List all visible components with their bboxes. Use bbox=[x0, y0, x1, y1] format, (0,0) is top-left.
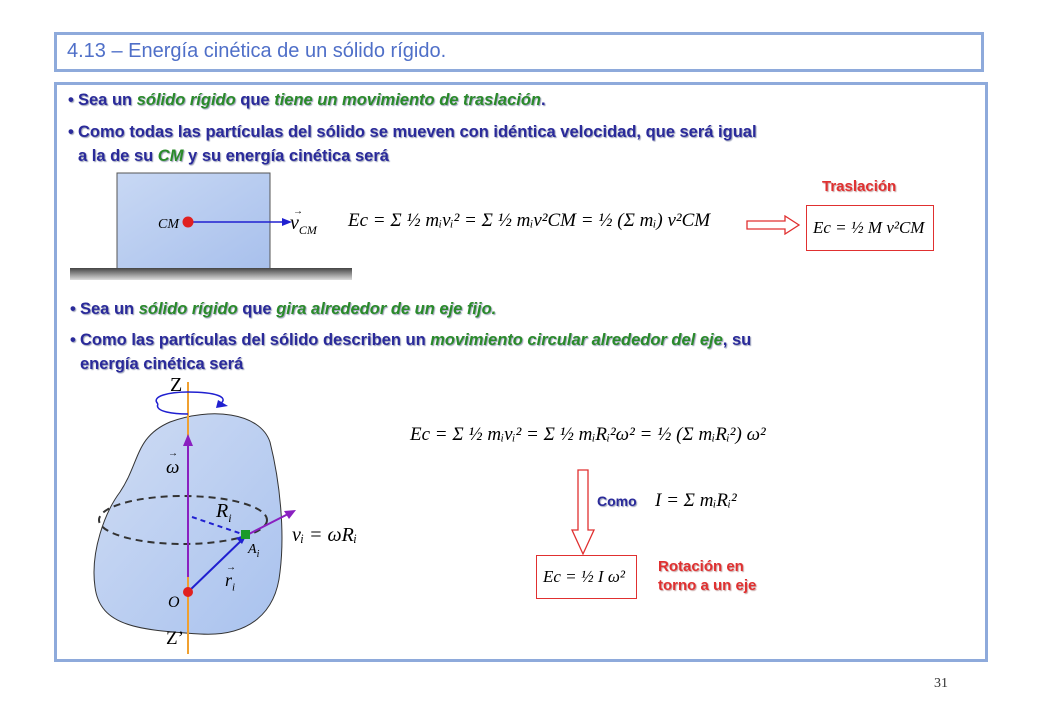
rotation-direction-arrow bbox=[156, 392, 223, 404]
slide-title-box bbox=[54, 32, 984, 72]
origin-label: O bbox=[168, 594, 180, 611]
omega-arrow-icon: → bbox=[168, 448, 178, 459]
implies-arrow-icon bbox=[745, 215, 801, 235]
bullet-rotation-1: • Sea un sólido rígido que gira alrededor de un eje fijo. bbox=[70, 300, 497, 318]
rotation-equation: Ec = Σ ½ mᵢvᵢ² = Σ ½ mᵢRᵢ²ω² = ½ (Σ mᵢRᵢ²) ω² bbox=[410, 424, 766, 445]
slide-title: 4.13 – Energía cinética de un sólido rígido. bbox=[67, 40, 447, 62]
translation-equation: Ec = Σ ½ mᵢvᵢ² = Σ ½ mᵢv²CM = ½ (Σ mᵢ) v²CM bbox=[348, 210, 711, 231]
translation-label: Traslación bbox=[822, 178, 897, 195]
rotation-result-box bbox=[536, 555, 637, 599]
cm-point bbox=[183, 217, 194, 228]
bullet-translation-1: • Sea un sólido rígido que tiene un movimiento de traslación. bbox=[68, 91, 546, 109]
origin-point bbox=[183, 587, 193, 597]
position-arrow-icon: → bbox=[226, 562, 236, 573]
rotation-label-line2: torno a un eje bbox=[658, 577, 757, 594]
page-number: 31 bbox=[934, 676, 948, 691]
omega-label: ω bbox=[166, 457, 180, 478]
down-arrow-icon bbox=[570, 468, 596, 556]
bullet-translation-2-cont: a la de su CM y su energía cinética será bbox=[78, 147, 389, 165]
translation-result-box bbox=[806, 205, 934, 251]
cm-label: CM bbox=[158, 217, 179, 232]
rotation-result-equation: Ec = ½ I ω² bbox=[543, 567, 625, 586]
axis-label-z-prime: Z’ bbox=[166, 628, 184, 649]
rigid-block bbox=[117, 173, 270, 269]
vector-arrow-icon: → bbox=[293, 206, 303, 217]
bullet-rotation-2-cont: energía cinética será bbox=[80, 355, 244, 373]
translation-result-equation: Ec = ½ M v²CM bbox=[813, 218, 925, 237]
bullet-translation-2: • Como todas las partículas del sólido se mueven con idéntica velocidad, que será igual bbox=[68, 123, 757, 141]
axis-label-z: Z bbox=[170, 374, 183, 396]
velocity-equation: vᵢ = ωRᵢ bbox=[292, 524, 358, 546]
v-cm-label: $v_{CM}$ bbox=[290, 212, 317, 237]
floor-surface bbox=[70, 268, 352, 280]
bullet-rotation-2: • Como las partículas del sólido describen un movimiento circular alrededor del eje, su bbox=[70, 331, 752, 349]
rotation-label-line1: Rotación en bbox=[658, 558, 744, 575]
position-vector-label: $r_i$ bbox=[225, 570, 236, 594]
point-ai bbox=[241, 530, 250, 539]
inertia-equation: I = Σ mᵢRᵢ² bbox=[655, 490, 737, 511]
como-label: Como bbox=[597, 493, 637, 509]
radius-label: $R_i$ bbox=[216, 500, 232, 525]
point-label: $A_i$ bbox=[248, 542, 260, 560]
